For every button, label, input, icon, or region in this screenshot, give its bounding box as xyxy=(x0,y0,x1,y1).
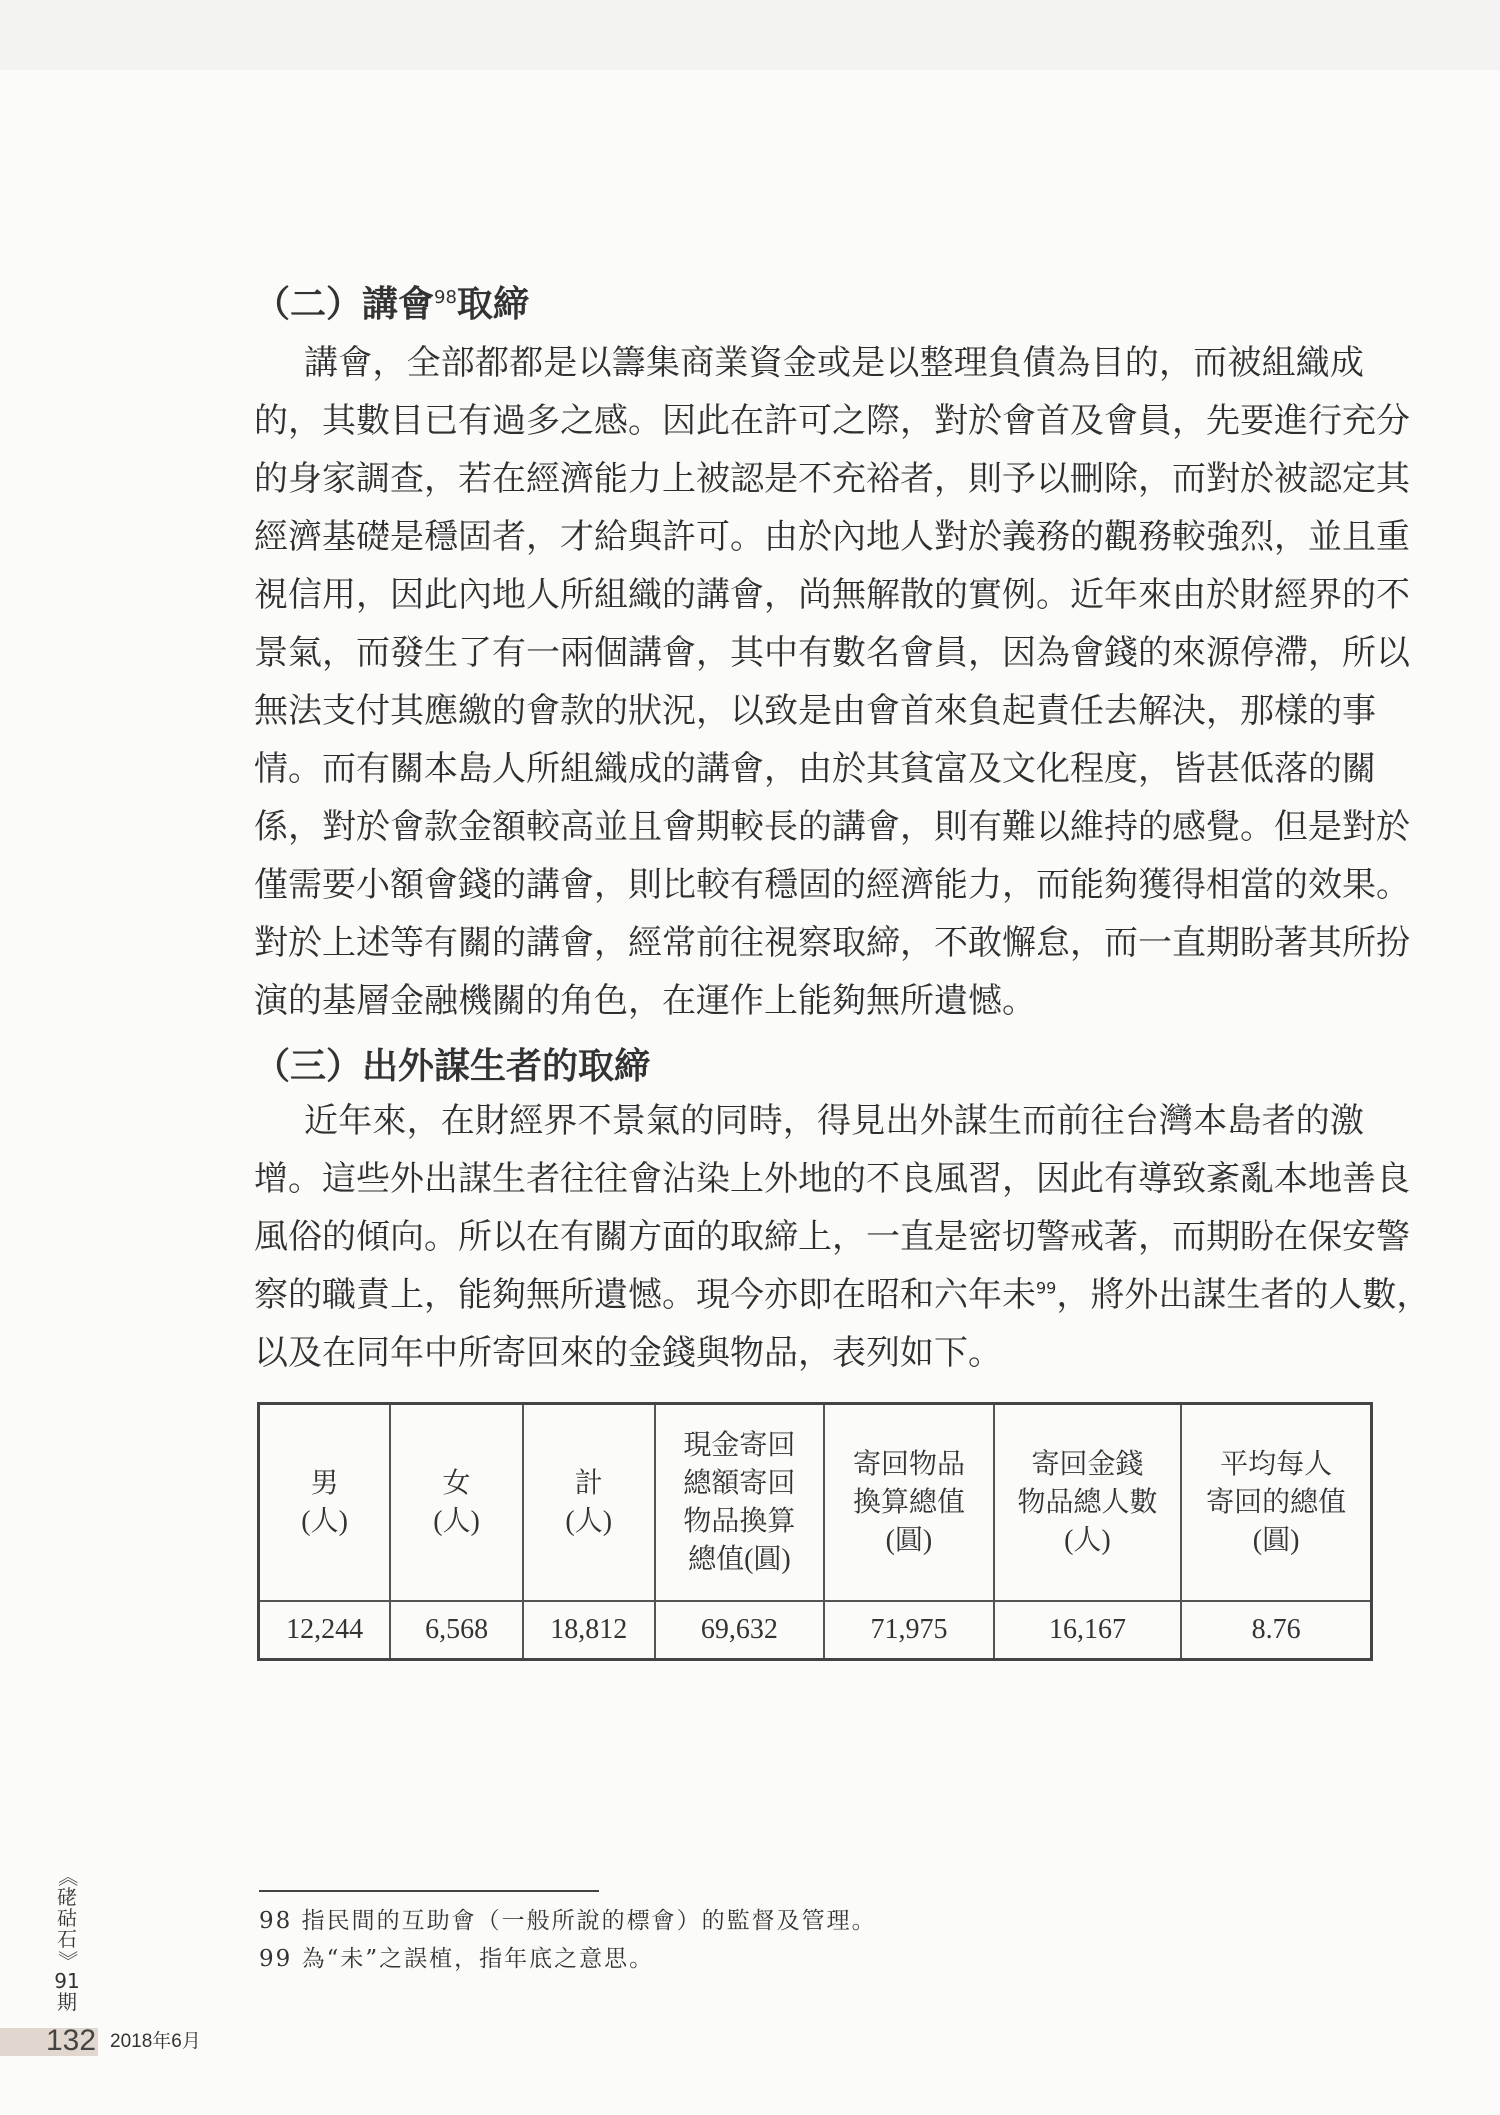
header-line: (圓) xyxy=(885,1524,933,1556)
table-cell: 6,568 xyxy=(390,1601,523,1660)
journal-title-char: 《 xyxy=(55,1866,80,1887)
column-header xyxy=(824,1404,994,1602)
header-line: 換算總值 xyxy=(852,1486,965,1518)
text-line: 景氣，而發生了有一兩個講會，其中有數名會員，因為會錢的來源停滯，所以 xyxy=(254,633,1410,673)
header-line: 計 xyxy=(574,1467,603,1499)
header-line: 寄回物品 xyxy=(852,1448,965,1480)
column-header xyxy=(390,1404,523,1602)
header-line: 平均每人 xyxy=(1220,1448,1333,1480)
heading-text: （二）講會 xyxy=(254,284,435,325)
header-line: 物品換算 xyxy=(683,1505,796,1537)
text-span: 察的職責上，能夠無所遺憾。現今亦即在昭和六年未 xyxy=(254,1275,1036,1315)
header-line: 總值(圓) xyxy=(688,1543,791,1575)
header-line: 女 xyxy=(442,1467,471,1499)
table-cell: 69,632 xyxy=(655,1601,825,1660)
text-line: 演的基層金融機關的角色，在運作上能夠無所遺憾。 xyxy=(254,981,1036,1021)
section-heading-3: （三）出外謀生者的取締 xyxy=(254,1046,651,1087)
journal-title-char: 𥑮 xyxy=(57,1906,77,1930)
paragraph-lecture-association xyxy=(254,334,1410,1030)
text-line: 係，對於會款金額較高並且會期較長的講會，則有難以維持的感覺。但是對於 xyxy=(254,807,1410,847)
footnote-divider xyxy=(259,1890,599,1892)
paragraph-migrant-workers xyxy=(254,1092,1431,1382)
text-line: 視信用，因此內地人所組織的講會，尚無解散的實例。近年來由於財經界的不 xyxy=(254,575,1410,615)
header-line: (人) xyxy=(433,1505,480,1537)
journal-title-char: 期 xyxy=(57,1990,77,2014)
footnote-ref-99: 99 xyxy=(1036,1278,1057,1298)
column-header xyxy=(523,1404,655,1602)
journal-title-vertical xyxy=(52,1866,82,2013)
text-line: 以及在同年中所寄回來的金錢與物品，表列如下。 xyxy=(254,1333,1002,1373)
header-line: 總額寄回 xyxy=(683,1467,796,1499)
column-header xyxy=(1181,1404,1371,1602)
footnote-ref-98: 98 xyxy=(434,287,457,308)
table-header-row xyxy=(259,1404,1372,1602)
header-line: (圓) xyxy=(1252,1524,1300,1556)
header-line: 男 xyxy=(310,1467,339,1499)
table-cell: 12,244 xyxy=(259,1601,391,1660)
table-cell: 18,812 xyxy=(523,1601,655,1660)
text-line: 近年來，在財經界不景氣的同時，得見出外謀生而前往台灣本島者的激 xyxy=(304,1101,1364,1141)
column-header xyxy=(655,1404,825,1602)
header-line: 現金寄回 xyxy=(683,1429,796,1461)
text-line: 講會，全部都都是以籌集商業資金或是以整理負債為目的，而被組織成 xyxy=(304,343,1364,383)
journal-title-char: 硓 xyxy=(57,1885,77,1909)
text-line: 經濟基礎是穩固者，才給與許可。由於內地人對於義務的觀務較強烈，並且重 xyxy=(254,517,1410,557)
text-line: 情。而有關本島人所組織成的講會，由於其貧富及文化程度，皆甚低落的關 xyxy=(254,749,1376,789)
table-cell: 71,975 xyxy=(824,1601,994,1660)
header-line: 寄回金錢 xyxy=(1031,1448,1144,1480)
header-line: (人) xyxy=(301,1505,348,1537)
text-line: 風俗的傾向。所以在有關方面的取締上，一直是密切警戒著，而期盼在保安警 xyxy=(254,1217,1410,1257)
issue-date: 2018年6月 xyxy=(110,2031,201,2052)
column-header xyxy=(994,1404,1181,1602)
header-line: 寄回的總值 xyxy=(1206,1486,1347,1518)
text-span: ，將外出謀生者的人數， xyxy=(1056,1275,1431,1315)
header-line: (人) xyxy=(565,1505,613,1537)
text-line xyxy=(254,1266,1431,1324)
text-line: 的，其數目已有過多之感。因此在許可之際，對於會首及會員，先要進行充分 xyxy=(254,401,1410,441)
journal-title-char: 91 xyxy=(54,1969,80,1993)
table-cell: 8.76 xyxy=(1181,1601,1371,1660)
heading-text: 取締 xyxy=(456,284,529,325)
section-heading-2 xyxy=(254,276,529,327)
header-line: 物品總人數 xyxy=(1017,1486,1158,1518)
table-row xyxy=(259,1601,1372,1660)
journal-title-char: 石 xyxy=(57,1927,77,1951)
footnote-98: 98 指民間的互助會（一般所說的標會）的監督及管理。 xyxy=(259,1908,877,1934)
text-line: 增。這些外出謀生者往往會沾染上外地的不良風習，因此有導致紊亂本地善良 xyxy=(254,1159,1410,1199)
text-line: 無法支付其應繳的會款的狀況，以致是由會首來負起責任去解決，那樣的事 xyxy=(254,691,1376,731)
column-header xyxy=(259,1404,391,1602)
header-line: (人) xyxy=(1064,1524,1111,1556)
scan-top-band xyxy=(0,0,1500,70)
text-line: 的身家調查，若在經濟能力上被認是不充裕者，則予以刪除，而對於被認定其 xyxy=(254,459,1410,499)
footnote-99: 99 為“未”之誤植，指年底之意思。 xyxy=(259,1946,655,1972)
text-line: 對於上述等有關的講會，經常前往視察取締，不敢懈怠，而一直期盼著其所扮 xyxy=(254,923,1410,963)
journal-title-char: 》 xyxy=(55,1950,80,1971)
page-number: 132 xyxy=(46,2024,97,2057)
migrant-remittance-table xyxy=(257,1402,1373,1661)
text-line: 僅需要小額會錢的講會，則比較有穩固的經濟能力，而能夠獲得相當的效果。 xyxy=(254,865,1410,905)
table-cell: 16,167 xyxy=(994,1601,1181,1660)
